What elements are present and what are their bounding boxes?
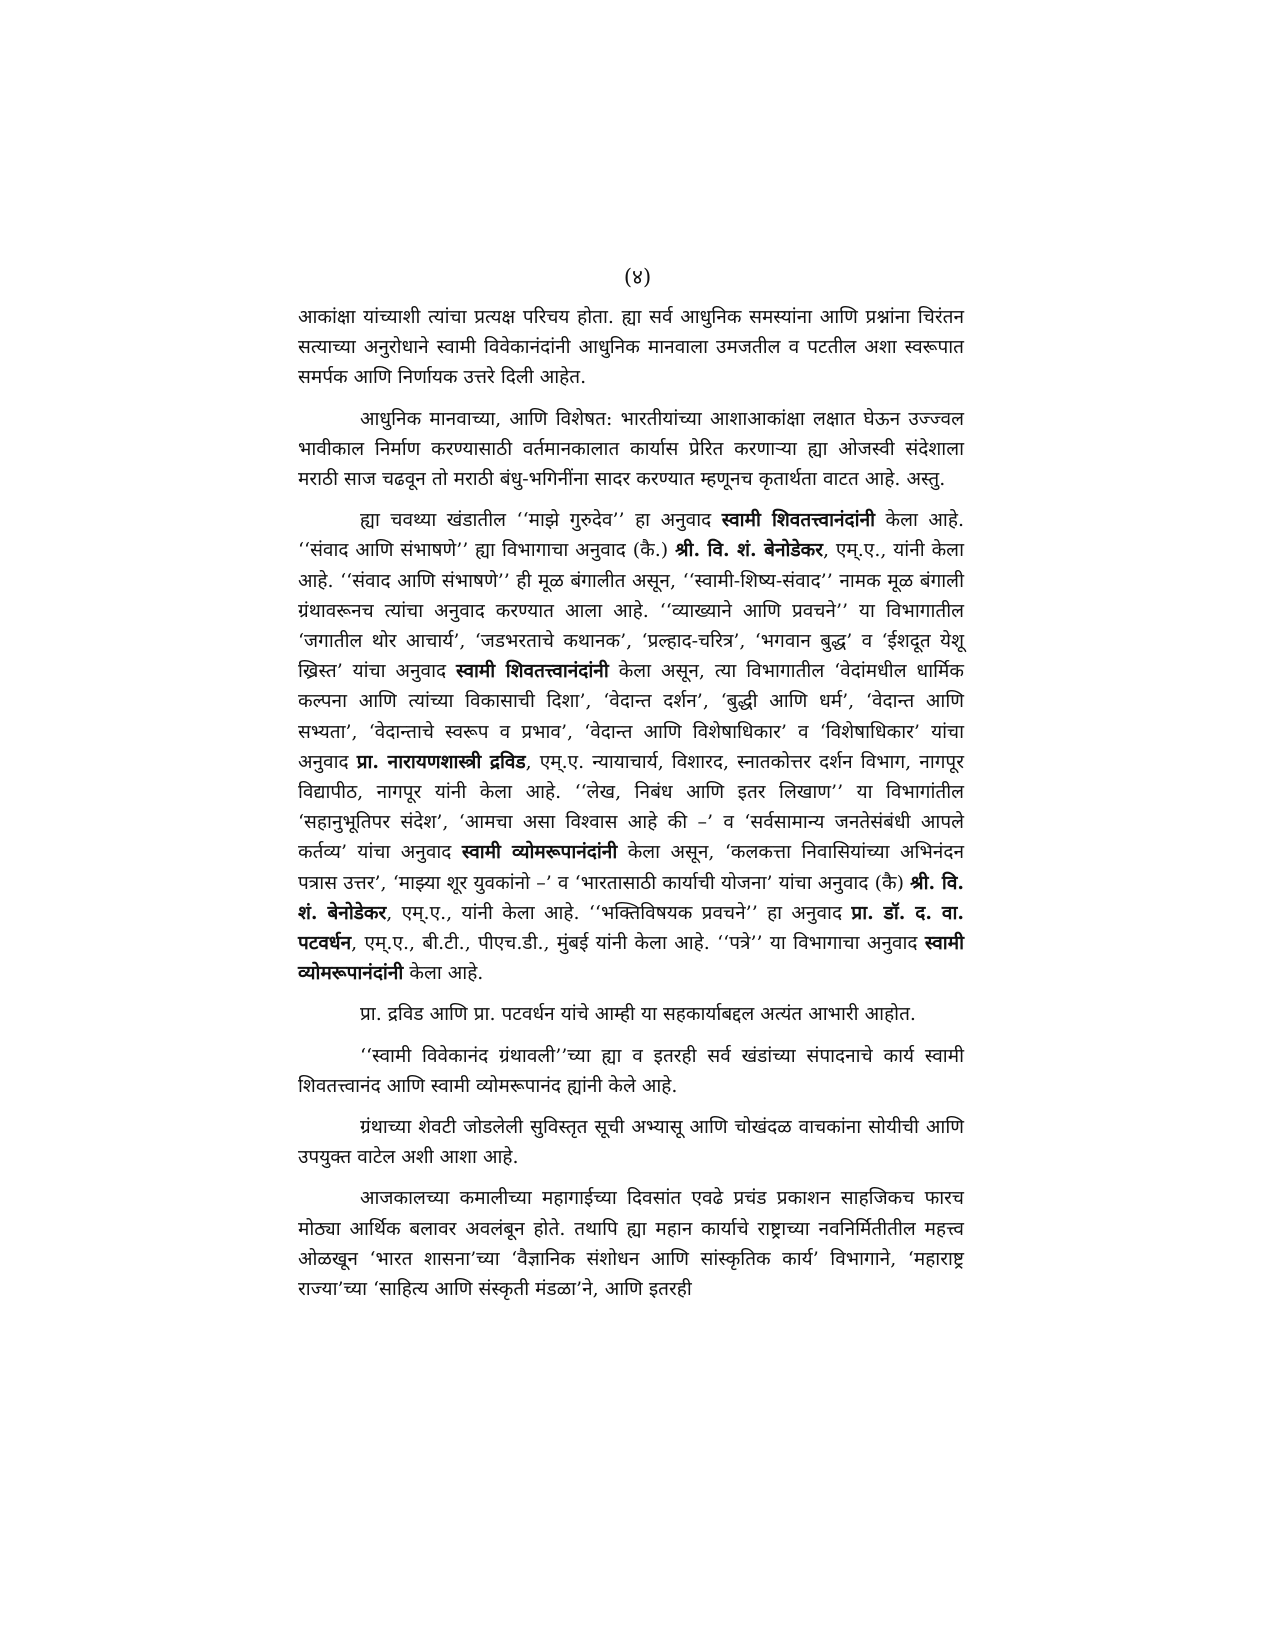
- paragraph: [298, 999, 964, 1029]
- translator-name: स्वामी व्योमरूपानंदांनी: [461, 841, 618, 864]
- text-segment: केला असून, त्या विभागातील ‘वेदांमधील धार्मिक कल्पना आणि त्यांच्या विकासाची दिशा’, ‘वेदान्त दर्शन’, ‘बुद्धी आणि धर्म’, ‘वेदान्त आणि सभ्यता’, ‘वेदान्ताचे स्वरूप व प्रभाव’, ‘वेदान्त आणि विशेषाधिकार’ व ‘विशेषाधिकार’ यांचा अनुवाद: [298, 660, 964, 773]
- text-segment: , एम्.ए., यांनी केला आहे. ‘‘भक्तिविषयक प्रवचने’’ हा अनुवाद: [386, 901, 852, 924]
- text-segment: आधुनिक मानवाच्या, आणि विशेषत: भारतीयांच्या आशाआकांक्षा लक्षात घेऊन उज्ज्वल भावीकाल निर्माण करण्यासाठी वर्तमानकालात कार्यास प्रेरित करणाऱ्या ह्या ओजस्वी संदेशाला मराठी साज चढवून तो मराठी बंधु-भगिनींना सादर करण्यात म्हणूनच कृतार्थता वाटत आहे. अस्तु.: [298, 407, 964, 491]
- body-text: [298, 302, 964, 1315]
- paragraph: [298, 404, 964, 495]
- text-segment: आजकालच्या कमालीच्या महागाईच्या दिवसांत एवढे प्रचंड प्रकाशन साहजिकच फारच मोठ्या आर्थिक बलावर अवलंबून होते. तथापि ह्या महान कार्याचे राष्ट्राच्या नवनिर्मितीतील महत्त्व ओळखून ‘भारत शासना’च्या ‘वैज्ञानिक संशोधन आणि सांस्कृतिक कार्य’ विभागाने, ‘महाराष्ट्र राज्या’च्या ‘साहित्य आणि संस्कृती मंडळा’ने, आणि इतरही: [298, 1187, 964, 1301]
- text-segment: , एम्.ए. न्यायाचार्य, विशारद, स्नातकोत्तर दर्शन विभाग, नागपूर विद्यापीठ, नागपूर यांनी केला आहे. ‘‘लेख, निबंध आणि इतर लिखाण’’ या विभागांतील ‘सहानुभूतिपर संदेश’, ‘आमचा असा विश्वास आहे की –’ व ‘सर्वसामान्य जनतेसंबंधी आपले कर्तव्य’ यांचा अनुवाद: [298, 750, 964, 864]
- text-segment: , एम्.ए., बी.टी., पीएच.डी., मुंबई यांनी केला आहे. ‘‘पत्रे’’ या विभागाचा अनुवाद: [351, 932, 925, 955]
- text-segment: ह्या चवथ्या खंडातील ‘‘माझे गुरुदेव’’ हा अनुवाद: [360, 509, 722, 532]
- translator-name: श्री. वि. शं. बेनोडेकर: [298, 871, 964, 924]
- paragraph: [298, 1112, 964, 1172]
- translator-name: श्री. वि. शं. बेनोडेकर: [675, 539, 823, 562]
- text-segment: केला आहे.: [403, 962, 484, 985]
- paragraph: [298, 302, 964, 393]
- translator-name: प्रा. डॉ. द. वा. पटवर्धन: [298, 901, 964, 955]
- translator-name: स्वामी शिवतत्त्वानंदांनी: [721, 509, 876, 532]
- paragraph: [298, 1183, 964, 1304]
- translator-name: स्वामी शिवतत्त्वानंदांनी: [456, 660, 609, 683]
- text-segment: आकांक्षा यांच्याशी त्यांचा प्रत्यक्ष परिचय होता. ह्या सर्व आधुनिक समस्यांना आणि प्रश्नांना चिरंतन सत्याच्या अनुरोधाने स्वामी विवेकानंदांनी आधुनिक मानवाला उमजतील व पटतील अशा स्वरूपात समर्पक आणि निर्णायक उत्तरे दिली आहेत.: [298, 306, 964, 389]
- text-segment: , एम्.ए., यांनी केला आहे. ‘‘संवाद आणि संभाषणे’’ ही मूळ बंगालीत असून, ‘‘स्वामी-शिष्य-संवाद’’ नामक मूळ बंगाली ग्रंथावरूनच त्यांचा अनुवाद करण्यात आला आहे. ‘‘व्याख्याने आणि प्रवचने’’ या विभागातील ‘जगातील थोर आचार्य’, ‘जडभरताचे कथानक’, ‘प्रल्हाद-चरित्र’, ‘भगवान बुद्ध’ व ‘ईशदूत येशू ख्रिस्त’ यांचा अनुवाद: [298, 539, 964, 683]
- paragraph: [298, 1041, 964, 1101]
- paragraph: [298, 505, 964, 988]
- translator-name: स्वामी व्योमरूपानंदांनी: [298, 932, 964, 985]
- text-segment: केला असून, ‘कलकत्ता निवासियांच्या अभिनंदन पत्रास उत्तर’, ‘माझ्या शूर युवकांनो –’ व ‘भारतासाठी कार्याची योजना’ यांचा अनुवाद (कै): [298, 841, 964, 894]
- page-number: (४): [623, 265, 652, 289]
- text-segment: ग्रंथाच्या शेवटी जोडलेली सुविस्तृत सूची अभ्यासू आणि चोखंदळ वाचकांना सोयीची आणि उपयुक्त वाटेल अशी आशा आहे.: [298, 1116, 964, 1169]
- text-segment: ‘‘स्वामी विवेकानंद ग्रंथावली’’च्या ह्या व इतरही सर्व खंडांच्या संपादनाचे कार्य स्वामी शिवतत्त्वानंद आणि स्वामी व्योमरूपानंद ह्यांनी केले आहे.: [298, 1044, 964, 1097]
- text-segment: प्रा. द्रविड आणि प्रा. पटवर्धन यांचे आम्ही या सहकार्याबद्दल अत्यंत आभारी आहोत.: [360, 1003, 916, 1026]
- translator-name: प्रा. नारायणशास्त्री द्रविड: [356, 750, 526, 773]
- text-segment: केला आहे. ‘‘संवाद आणि संभाषणे’’ ह्या विभागाचा अनुवाद (कै.): [298, 509, 964, 562]
